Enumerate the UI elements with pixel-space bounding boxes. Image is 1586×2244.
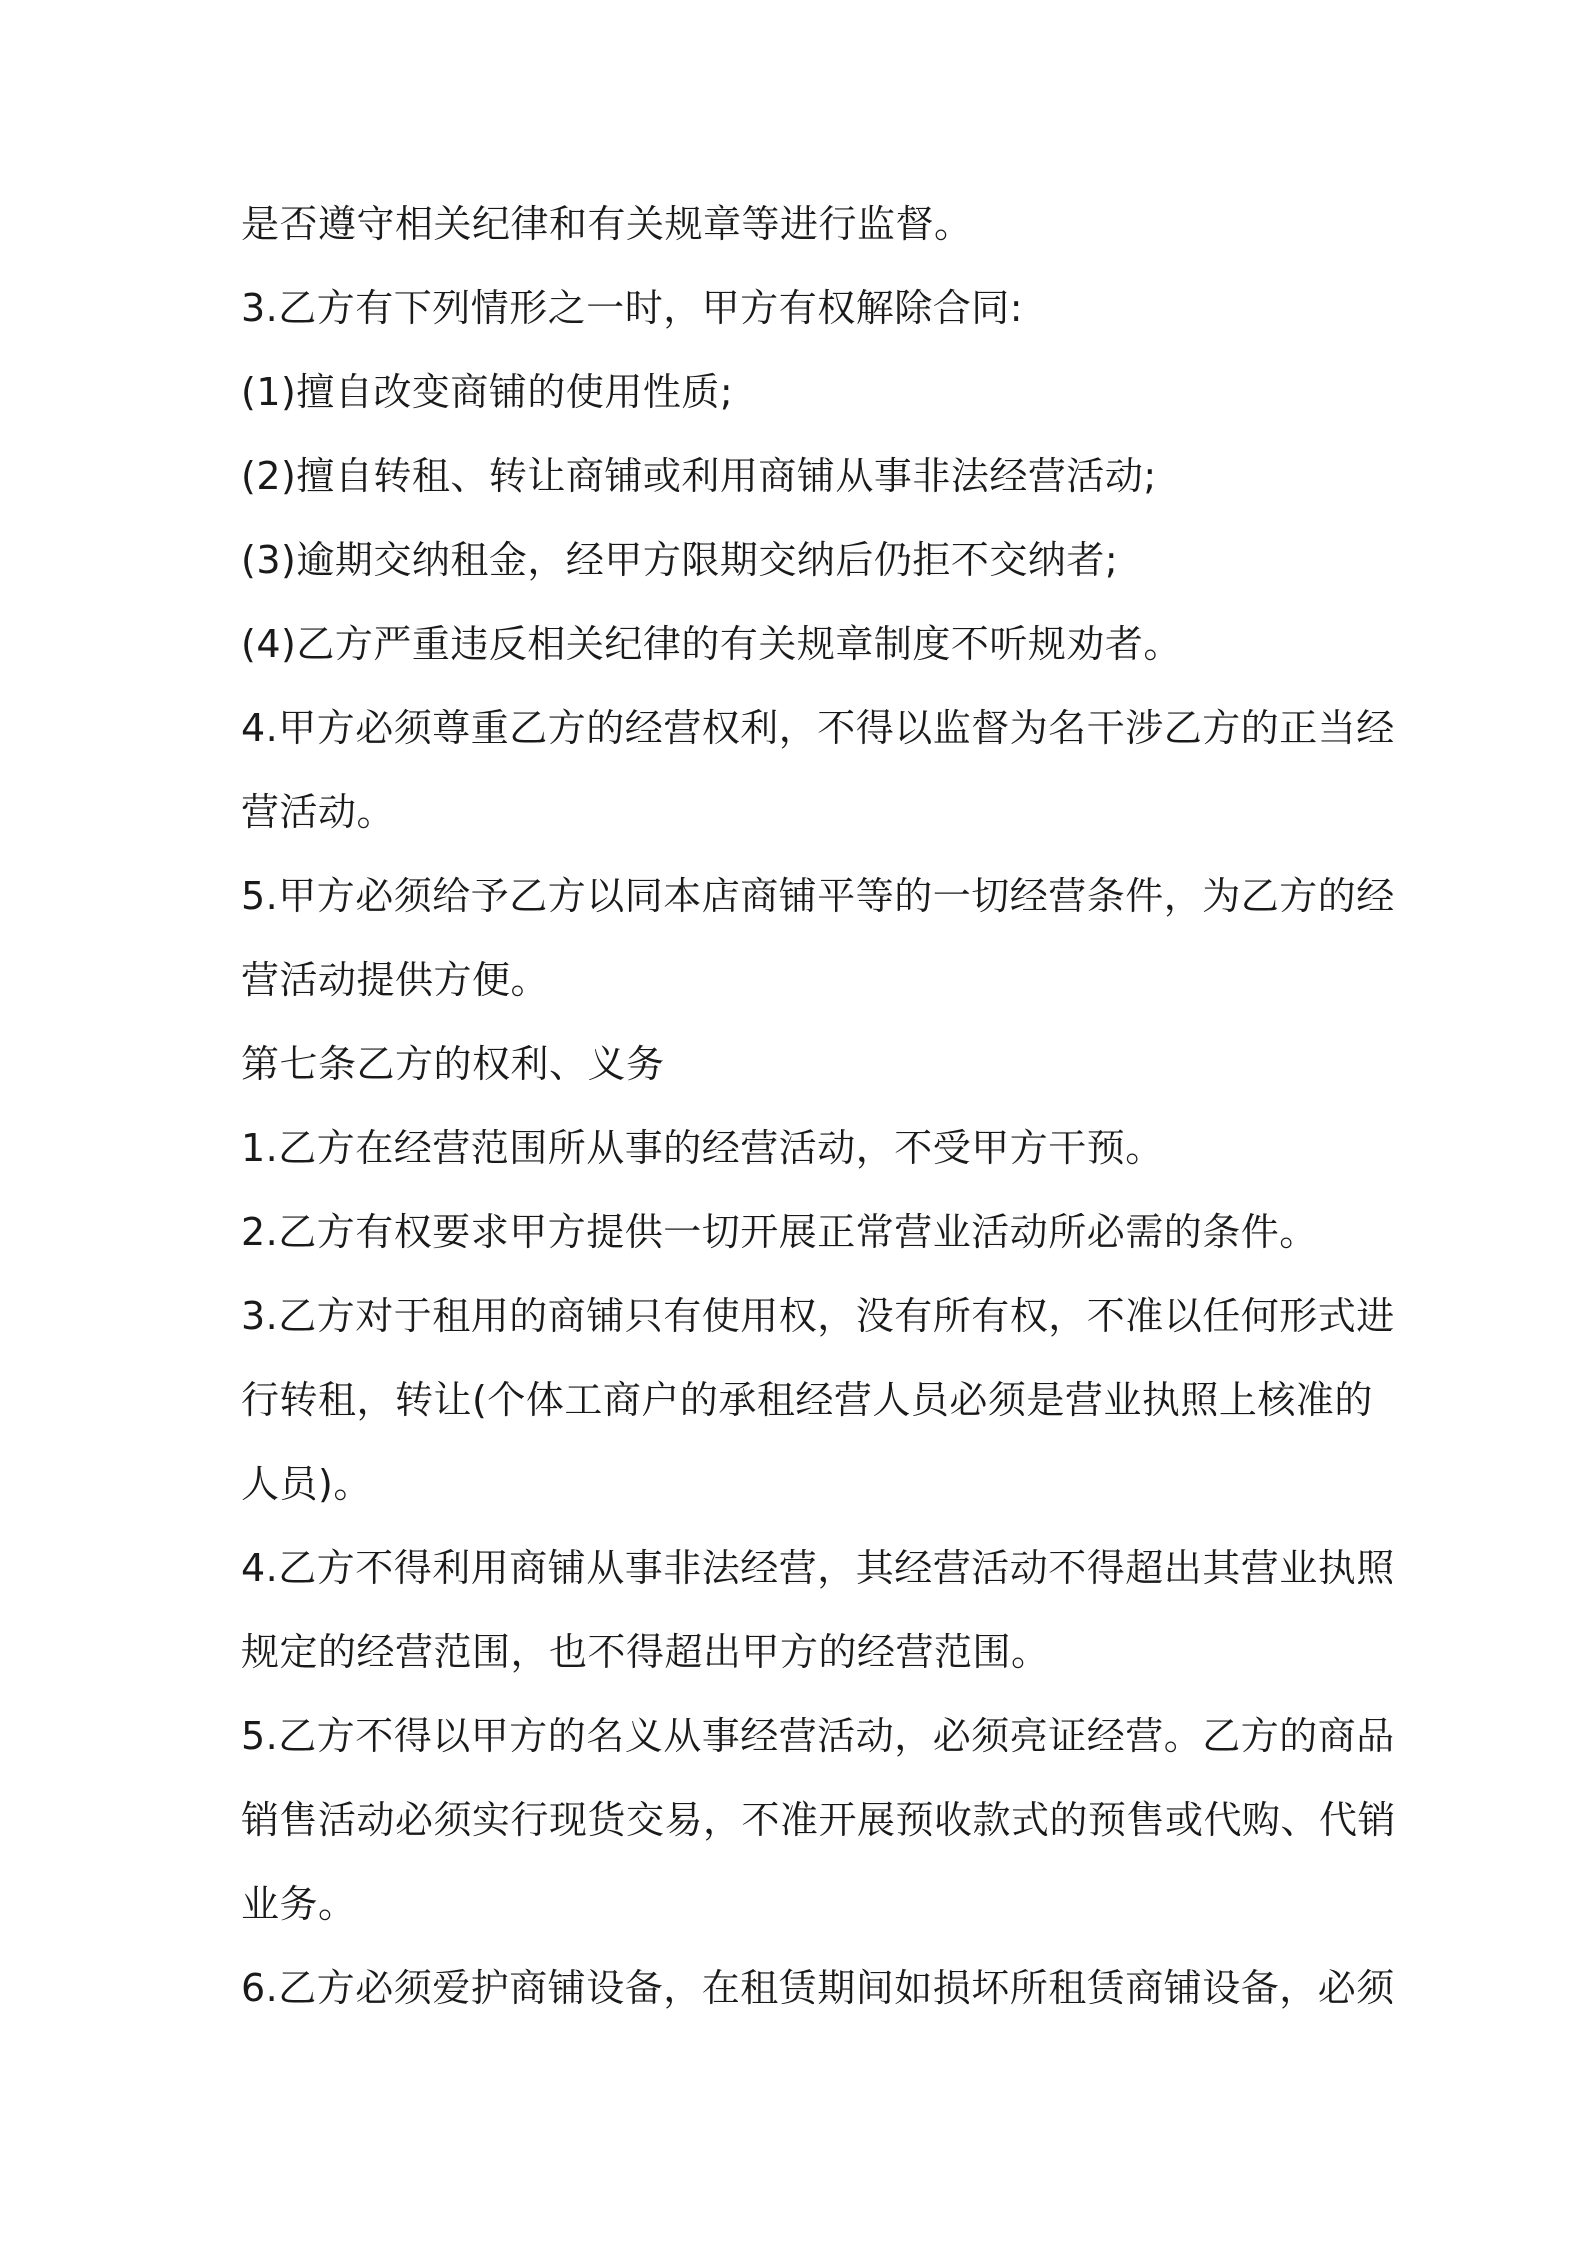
text-line: (2)擅自转租、转让商铺或利用商铺从事非法经营活动;: [241, 454, 1157, 498]
text-line: 5.甲方必须给予乙方以同本店商铺平等的一切经营条件，为乙方的经: [241, 874, 1395, 918]
text-line: 营活动。: [241, 790, 396, 834]
text-line: (3)逾期交纳租金，经甲方限期交纳后仍拒不交纳者;: [241, 538, 1119, 582]
text-line: (1)擅自改变商铺的使用性质;: [241, 370, 734, 414]
text-line: 5.乙方不得以甲方的名义从事经营活动，必须亮证经营。乙方的商品: [241, 1714, 1395, 1758]
text-line: 3.乙方有下列情形之一时，甲方有权解除合同:: [241, 286, 1024, 330]
text-line: 规定的经营范围，也不得超出甲方的经营范围。: [241, 1630, 1050, 1674]
text-line: 行转租，转让(个体工商户的承租经营人员必须是营业执照上核准的: [241, 1378, 1373, 1422]
text-line: 人员)。: [241, 1462, 372, 1506]
text-line: (4)乙方严重违反相关纪律的有关规章制度不听规劝者。: [241, 622, 1182, 666]
text-line: 业务。: [241, 1882, 357, 1926]
section-heading: 第七条乙方的权利、义务: [241, 1042, 665, 1086]
text-line: 6.乙方必须爱护商铺设备，在租赁期间如损坏所租赁商铺设备，必须: [241, 1966, 1395, 2010]
text-line: 是否遵守相关纪律和有关规章等进行监督。: [241, 202, 973, 246]
text-line: 4.乙方不得利用商铺从事非法经营，其经营活动不得超出其营业执照: [241, 1546, 1395, 1590]
text-line: 销售活动必须实行现货交易，不准开展预收款式的预售或代购、代销: [241, 1798, 1397, 1842]
text-line: 1.乙方在经营范围所从事的经营活动，不受甲方干预。: [241, 1126, 1164, 1170]
text-line: 3.乙方对于租用的商铺只有使用权，没有所有权，不准以任何形式进: [241, 1294, 1395, 1338]
text-line: 营活动提供方便。: [241, 958, 550, 1002]
text-line: 4.甲方必须尊重乙方的经营权利，不得以监督为名干涉乙方的正当经: [241, 706, 1395, 750]
text-line: 2.乙方有权要求甲方提供一切开展正常营业活动所必需的条件。: [241, 1210, 1318, 1254]
document-body: [241, 182, 1397, 2030]
